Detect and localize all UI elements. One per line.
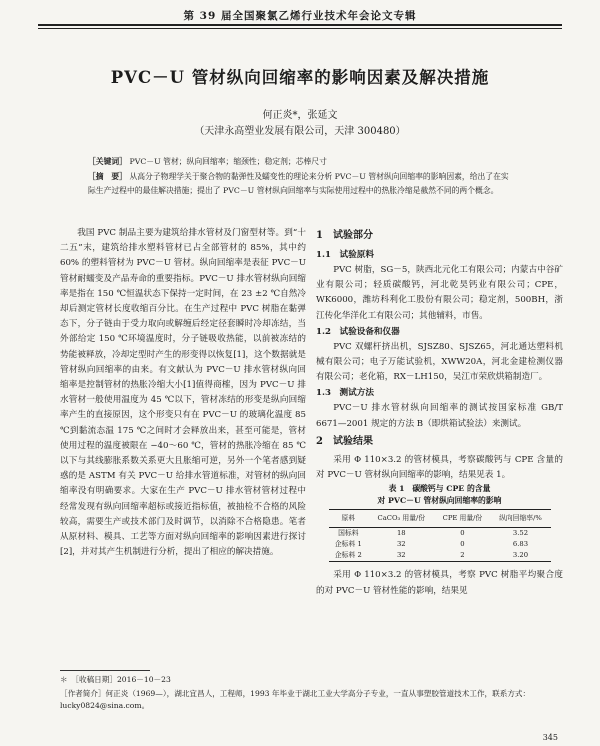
test-method-paragraph: PVC－U 排水管材纵向回缩率的测试按国家标准 GB/T 6671—2001 规定的方法 B（即烘箱试验法）来测试。: [316, 403, 563, 429]
materials-paragraph: PVC 树脂，SG－5，陕西北元化工有限公司；内蒙古中谷矿业有限公司；轻质碳酸钙，河北乾昊钙业有限公司；CPE，WK6000，潍坊科利化工股份有限公司；稳定剂，500BH，浙江传化华洋化工有限公司；其他辅料，市售。: [316, 265, 563, 321]
author-bio-footnote: ［作者简介］何正炎（1969—），湖北宜昌人，工程师，1993 年毕业于湖北工业大学高分子专业，一直从事塑胶管道技术工作，联系方式：lucky0824@sina.com。: [60, 689, 531, 710]
table-row: [329, 528, 551, 540]
header-rule-thin: [38, 28, 562, 29]
table-header-material: 原料: [329, 510, 369, 528]
intro-paragraph: 我国 PVC 制品主要为建筑给排水管材及门窗型材等。到“十二五”末，建筑给排水塑料管材已占全部管材的 85%，其中约 60% 的塑料管材为 PVC－U 管材。纵向回缩率是表征 PVC－U 管材耐蠕变及产品寿命的重要指标。PVC－U 排水管材纵向回缩率是指在 150 ℃恒温状态下保持一定时间，在 23 ±2 ℃自然冷却后测定管材长度收缩百分比。在生产过程中 PVC 树脂在黏弹态下，分子链由于受力取向或解缠后经定径套瞬时冷却冻结，当外部给定 150 ℃环境温度时，分子链吸收热能，以前被冻结的势能被释放，冷却定型时产生的形变得以恢复[1]，这个数据就是管材纵向回缩率的由来。有文献认为 PVC－U 排水管材纵向回缩率是控制管材的热胀冷缩大小[1]值得商榷，因为 PVC－U 排水管材一般使用温度为 45 ℃以下，管材冻结的形变是纵向回缩率产生的直接原因，这个形变只有在 PVC－U 的玻璃化温度 85 ℃到黏流态温 175 ℃之间时才会释放出来，甚至可能是，管材使用过程的温度被限在 −40～60 ℃，管材的热胀冷缩在 85 ℃以下与其线膨胀系数关系更大且胀缩可逆，另外一个笔者感到疑惑的是 ASTM 有关 PVC－U 给排水管道标准，对管材的纵向回缩率没有明确要求。大家在生产 PVC－U 排水管材管材过程中经常发现有纵向回缩率超标或接近指标值，被抽检不合格的风险较高，需要生产或技术部门及时调节，以消除不合格隐患。笔者从原材料、模具、工艺等方面对纵向回缩率的影响因素进行探讨[2]，并对其产生机制进行分析，提出了相应的解决措施。: [60, 228, 306, 558]
abstract-block: [88, 170, 514, 198]
table-cell: 18: [396, 529, 406, 538]
footnote-rule: [60, 670, 150, 671]
table-cell: 3.20: [490, 550, 550, 562]
results-continued-paragraph: 采用 Φ 110×3.2 的管材模具，考察 PVC 树脂平均聚合度的对 PVC－U 管材性能的影响，结果见: [316, 570, 563, 596]
table-cell: 32: [396, 540, 406, 549]
keywords-label: ［关键词］: [88, 157, 127, 166]
author-names: 何正炎*，张延文: [262, 110, 338, 121]
table-1: [329, 509, 551, 562]
subsection-1-2-heading: 1.2 试验设备和仪器: [316, 326, 400, 337]
table-header-caco3: CaCO₃ 用量/份: [368, 510, 434, 528]
keywords-block: [88, 156, 514, 168]
running-header: 第 39 届全国聚氯乙烯行业技术年会论文专辑: [183, 10, 417, 22]
right-column: [316, 226, 563, 599]
received-date-footnote: ＊ ［收稿日期］2016－10－23: [60, 675, 171, 684]
author-affiliation: （天津永高塑业发展有限公司，天津 300480）: [194, 126, 406, 137]
paper-title: PVC－U 管材纵向回缩率的影响因素及解决措施: [110, 68, 490, 87]
equipment-paragraph: PVC 双螺杆挤出机，SJSZ80、SJSZ65，河北通达塑料机械有限公司；电子万能试验机，XWW20A，河北金建检测仪器有限公司；老化箱，RX－LH150，吴江市荣欣烘箱制造厂。: [316, 341, 563, 383]
table-header-shrinkage: 纵向回缩率/%: [490, 510, 550, 528]
subsection-1-1-heading: 1.1 试验原料: [316, 250, 374, 260]
header-rule: [38, 24, 562, 26]
table-row: [329, 539, 551, 550]
table-cell: 6.83: [512, 540, 529, 549]
table-cell: 0: [460, 540, 465, 549]
abstract-text: 从高分子物理学关于聚合物的黏弹性及蠕变性的理论来分析 PVC－U 管材纵向回缩率的影响因素，给出了在实际生产过程中的最佳解决措施；提出了 PVC－U 管材纵向回缩率与实际使用过程中的热胀冷缩是截然不同的两个概念。: [88, 172, 509, 195]
table-cell: 0: [460, 529, 465, 538]
keywords-text: PVC－U 管材；纵向回缩率；缩颈性；稳定剂；芯棒尺寸: [129, 157, 327, 166]
section-1-heading: 1 试验部分: [316, 230, 373, 241]
table-row: [329, 550, 551, 562]
table-1-caption: [316, 483, 563, 507]
page-number: 345: [542, 733, 558, 742]
table-1-caption-line-1: 表 1 碳酸钙与 CPE 的含量: [388, 484, 491, 494]
table-cell: 企标料 2: [329, 550, 369, 562]
left-column: [60, 226, 306, 560]
table-header-cpe: CPE 用量/份: [434, 510, 490, 528]
section-2-heading: 2 试验结果: [316, 435, 373, 447]
table-cell: 企标料 1: [334, 540, 362, 549]
results-paragraph: 采用 Φ 110×3.2 的管材模具，考察碳酸钙与 CPE 含量的对 PVC－U 管材纵向回缩率的影响，结果见表 1。: [316, 454, 563, 481]
table-1-caption-line-2: 对 PVC－U 管材纵向回缩率的影响: [377, 496, 502, 506]
table-cell: 国标料: [338, 529, 359, 538]
table-cell: 2: [434, 550, 490, 562]
table-cell: 3.52: [512, 529, 529, 538]
abstract-label: ［摘 要］: [88, 172, 127, 181]
subsection-1-3-heading: 1.3 测试方法: [316, 388, 374, 399]
table-cell: 32: [368, 550, 434, 562]
